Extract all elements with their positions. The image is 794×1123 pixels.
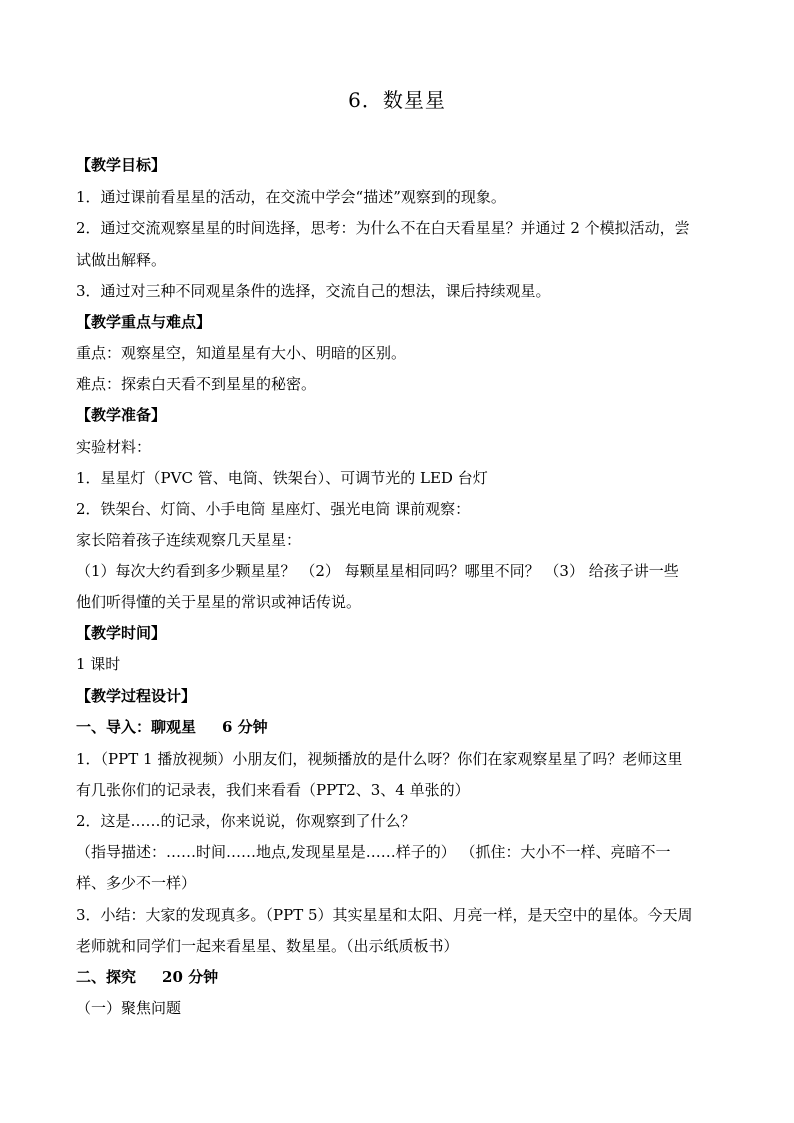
line-text: 【教学过程设计】 (76, 687, 197, 705)
text-line (76, 561, 721, 581)
text-line (76, 936, 721, 956)
line-text: 【教学重点与难点】 (76, 313, 212, 331)
line-text: 老师就和同学们一起来看星星、数星星。（出示纸质板书） (76, 937, 459, 955)
text-line (76, 998, 721, 1018)
section-heading (76, 967, 721, 987)
section-heading (76, 623, 721, 643)
line-text: 1 课时 (76, 655, 121, 673)
line-text: 【教学时间】 (76, 624, 167, 642)
line-text: 实验材料： (76, 438, 152, 456)
duration-text: 20 分钟 (162, 968, 219, 986)
section-heading (76, 312, 721, 332)
text-line (76, 281, 721, 301)
line-text: （指导描述：……时间……地点,发现星星是……样子的） （抓住：大小不一样、亮暗不一 (76, 843, 671, 861)
section-heading (76, 717, 721, 737)
text-line (76, 343, 721, 363)
text-line (76, 187, 721, 207)
line-text: 1．（PPT 1 播放视频）小朋友们，视频播放的是什么呀？你们在家观察星星了吗？老师这里 (76, 750, 683, 768)
text-line (76, 499, 721, 519)
text-line (76, 811, 721, 831)
line-text: 重点：观察星空，知道星星有大小、明暗的区别。 (76, 344, 407, 362)
line-text: 试做出解释。 (76, 251, 167, 269)
text-line (76, 530, 721, 550)
page-title: 6．数星星 (348, 88, 446, 112)
line-text: 二、探究 (76, 968, 137, 986)
text-line (76, 250, 721, 270)
line-text: 1．星星灯（PVC 管、电筒、铁架台）、可调节光的 LED 台灯 (76, 469, 488, 487)
line-text: 家长陪着孩子连续观察几天星星： (76, 531, 302, 549)
line-text: 【教学目标】 (76, 156, 167, 174)
line-text: 1．通过课前看星星的活动，在交流中学会“描述”观察到的现象。 (76, 188, 506, 206)
line-text: 3．通过对三种不同观星条件的选择，交流自己的想法，课后持续观星。 (76, 282, 551, 300)
section-heading (76, 155, 721, 175)
line-text: 难点：探索白天看不到星星的秘密。 (76, 375, 317, 393)
text-line (76, 218, 721, 238)
line-text: 3．小结：大家的发现真多。（PPT 5）其实星星和太阳、月亮一样，是天空中的星体。今天周 (76, 906, 693, 924)
section-heading (76, 686, 721, 706)
text-line (76, 468, 721, 488)
text-line (76, 873, 721, 893)
text-line (76, 592, 721, 612)
line-text: 【教学准备】 (76, 406, 167, 424)
line-text: 有几张你们的记录表，我们来看看（PPT2、3、4 单张的） (76, 781, 470, 799)
text-line (76, 374, 721, 394)
line-text: （1）每次大约看到多少颗星星？ （2） 每颗星星相同吗？哪里不同？ （3） 给孩子讲一些 (76, 562, 679, 580)
line-text: （一）聚焦问题 (76, 999, 182, 1017)
section-heading (76, 405, 721, 425)
duration-text: 6 分钟 (222, 718, 268, 736)
text-line (76, 905, 721, 925)
line-text: 样、多少不一样） (76, 874, 197, 892)
text-line (76, 654, 721, 674)
line-text: 他们听得懂的关于星星的常识或神话传说。 (76, 593, 362, 611)
line-text: 2．铁架台、灯筒、小手电筒 星座灯、强光电筒 课前观察： (76, 500, 471, 518)
text-line (76, 749, 721, 769)
text-line (76, 780, 721, 800)
line-text: 一、导入：聊观星 (76, 718, 197, 736)
line-text: 2．通过交流观察星星的时间选择，思考：为什么不在白天看星星？并通过 2 个模拟活动，尝 (76, 219, 690, 237)
text-line (76, 437, 721, 457)
line-text: 2．这是……的记录，你来说说，你观察到了什么？ (76, 812, 416, 830)
text-line (76, 842, 721, 862)
